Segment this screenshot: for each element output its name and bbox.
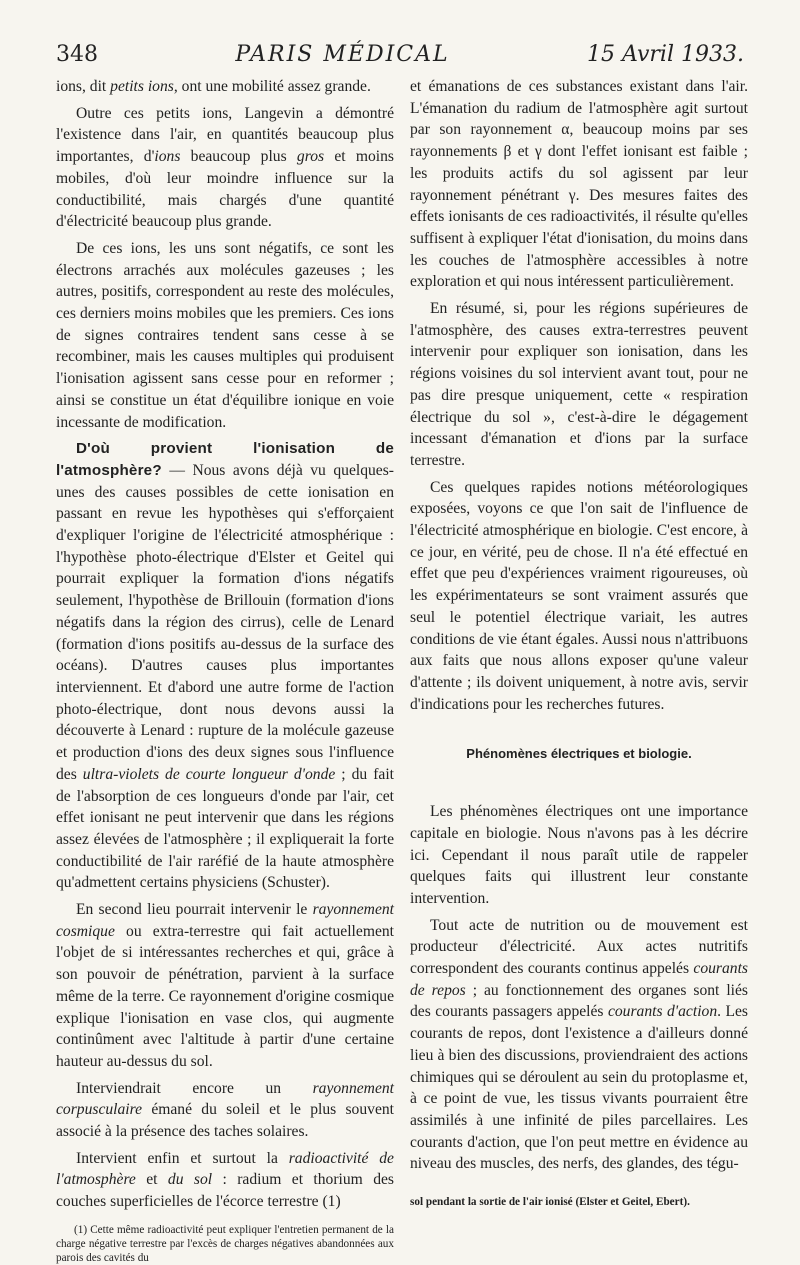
section-heading: Phénomènes électriques et biologie.	[466, 746, 692, 762]
left-column	[56, 76, 394, 1265]
paragraph: ions, dit petits ions, ont une mobilité assez grande.	[56, 78, 371, 95]
paragraph: Intervient enfin et surtout la radioactivité de l'atmosphère et du sol : radium et thorium des couches superficielles de l'écorce terrestre (1)	[56, 1149, 394, 1211]
paragraph: De ces ions, les uns sont négatifs, ce sont les électrons arrachés aux molécules gazeuses ; les autres, positifs, correspondent au reste des molécules, ces derniers moins mobiles que les premiers. Ces ions de signes contraires tendent sans cesse à se recombiner, mais les causes multiples qui produisent l'ionisation agissent sans cesse pour en reformer ; ainsi se constitue un état d'équilibre ionique en voie incessante de modification.	[56, 239, 394, 431]
paragraph: Outre ces petits ions, Langevin a démontré l'existence dans l'air, en quantités beaucoup plus importantes, d'ions beaucoup plus gros et moins mobiles, d'où leur moindre influence sur la conductibilité, mais chargés d'une quantité d'électricité beaucoup plus grande.	[56, 104, 394, 231]
issue-date: 15 Avril 1933.	[587, 42, 744, 67]
paragraph: En résumé, si, pour les régions supérieures de l'atmosphère, des causes extra-terrestres peuvent intervenir pour expliquer son ionisation, dans les régions voisines du sol intervient avant tout, pour ne pas dire presque uniquement, cette « respiration électrique du sol », c'est-à-dire le dégagement incessant d'émanation et d'ions par la surface terrestre.	[410, 300, 748, 469]
paragraph: Interviendrait encore un rayonnement corpusculaire émané du soleil et le plus souvent associé à la présence des taches solaires.	[56, 1079, 394, 1141]
footnote: (1) Cette même radioactivité peut expliquer l'entretien permanent de la charge négative terrestre par l'excès de charges négatives abandonnées aux parois des cavités du	[56, 1223, 394, 1264]
paragraph: En second lieu pourrait intervenir le rayonnement cosmique ou extra-terrestre qui fait actuellement l'objet de si intéressantes recherches et qui, grâce à son pouvoir de pénétration, parvient à la surface même de la terre. Ce rayonnement d'origine cosmique explique l'ionisation en vase clos, qui augmente continûment avec l'altitude à partir d'une certaine hauteur au-dessus du sol.	[56, 901, 394, 1070]
right-column	[410, 76, 748, 1209]
paragraph: Les phénomènes électriques ont une importance capitale en biologie. Nous n'avons pas à les décrire ici. Cependant il nous paraît utile de rappeler quelques faits qui illustrent leur constante intervention.	[410, 803, 748, 907]
paragraph: Tout acte de nutrition ou de mouvement est producteur d'électricité. Aux actes nutritifs correspondent des courants continus appelés courants de repos ; au fonctionnement des organes sont liés des courants passagers appelés courants d'action. Les courants de repos, dont l'existence a d'ailleurs donné lieu à bien des discussions, proviendraient des actions chimiques qui se déroulent au sein du protoplasme et, à ce point de vue, les tissus vivants pourraient être assimilés à une infinité de piles parcellaires. Les courants d'action, que l'on peut mettre en évidence au niveau des muscles, des nerfs, des glandes, des tégu-	[410, 916, 748, 1173]
footnote-continuation: sol pendant la sortie de l'air ionisé (Elster et Geitel, Ebert).	[410, 1196, 690, 1209]
journal-title: PARIS MÉDICAL	[235, 42, 450, 67]
page-header	[56, 42, 744, 72]
paragraph: D'où provient l'ionisation de l'atmosphère? — Nous avons déjà vu quelques-unes des causes possibles de cette ionisation en passant en revue les hypothèses qui s'efforçaient d'expliquer l'origine de l'électricité atmosphérique : l'hypothèse photo-électrique d'Elster et Geitel qui pourrait expliquer la formation d'ions négatifs seulement, l'hypothèse de Brillouin (formation d'ions négatifs dans la région des cirrus), celle de Lenard (formation d'ions positifs au-dessus de la surface des océans). D'autres causes plus importantes interviennent. Et d'abord une autre forme de l'action photo-électrique, dont nous devons aussi la découverte à Lenard : rupture de la molécule gazeuse et production d'ions des deux signes sous l'influence des ultra-violets de courte longueur d'onde ; du fait de l'absorption de ces longueurs d'onde par l'air, cet effet ionisant ne peut intervenir que dans les régions assez élevées de l'atmosphère ; il expliquerait la forte conductibilité de l'air raréfié de la haute atmosphère qu'admettent certains physiciens (Schuster).	[56, 440, 395, 892]
paragraph: Ces quelques rapides notions météorologiques exposées, voyons ce que l'on sait de l'influence de l'électricité atmosphérique en biologie. C'est encore, à ce jour, en vérité, peu de chose. Il n'a été effectué en effet que peu d'expériences vraiment rigoureuses, où les expérimentateurs se sont vraiment assurés que seul le potentiel électrique variait, les autres conditions de vie étant égales. Aussi nous n'attribuons aux faits que nous allons exposer qu'une valeur d'attente ; ils doivent uniquement, à notre avis, servir d'indications pour les recherches futures.	[410, 478, 748, 713]
page-number: 348	[56, 42, 98, 67]
paragraph: et émanations de ces substances existant dans l'air. L'émanation du radium de l'atmosphère agit surtout par son rayonnement α, beaucoup moins par ses rayonnements β et γ dont l'effet ionisant est faible ; les produits actifs du sol agissent par leur rayonnement pénétrant γ. Des mesures faites des effets ionisants de ces radioactivités, il résulte qu'elles suffisent à expliquer l'état d'ionisation, du moins dans les couches de l'atmosphère accessibles à notre exploration et qui nous intéressent particulièrement.	[410, 78, 748, 291]
inline-heading: D'où provient l'ionisation de l'atmosphère?	[56, 440, 394, 479]
